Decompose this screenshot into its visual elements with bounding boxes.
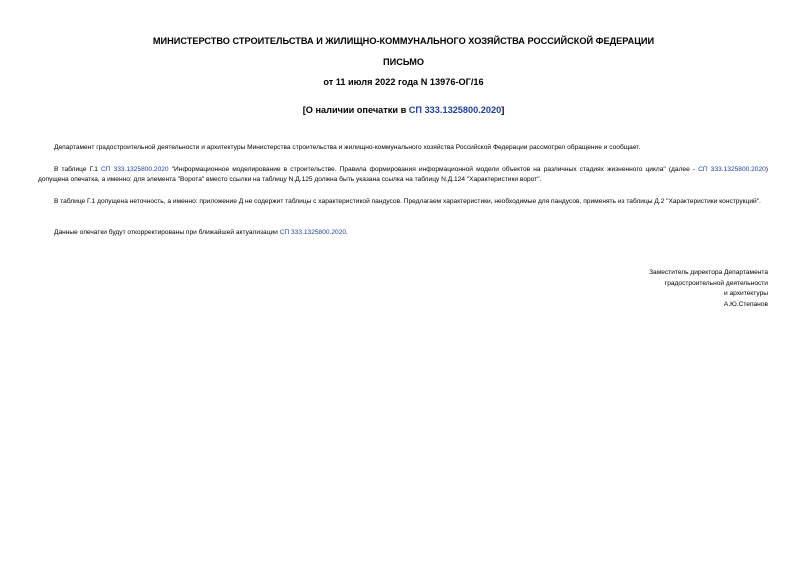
paragraph-4-text-a: Данные опечатки будут откорректированы при ближайшей актуализации	[54, 229, 280, 236]
signature-name: А.Ю.Степанов	[723, 300, 768, 308]
subject-suffix: ]	[501, 105, 505, 115]
signature-department-2: и архитектуры	[723, 290, 768, 298]
paragraph-4	[38, 228, 768, 238]
document-type: ПИСЬМО	[382, 57, 425, 67]
sp-link-2[interactable]: СП 333.1325800.2020	[698, 166, 766, 173]
signature-position: Заместитель директора Департамента	[649, 269, 768, 276]
paragraph-2-text-c: ) допущена опечатка, а именно: для элемента "Ворота" вместо ссылки на таблицу N.Д.125 должна быть указана ссылка на таблицу N.Д.124 "Характеристики ворот".	[38, 166, 768, 184]
document-date-number: от 11 июля 2022 года N 13976-ОГ/16	[323, 77, 484, 87]
paragraph-2-text-b: "Информационное моделирование в строительстве. Правила формирования информационной модели объектов на различных стадиях жизненного цикла" (далее -	[168, 166, 699, 173]
paragraph-4-text-b: .	[346, 229, 348, 236]
paragraph-1: Департамент градостроительной деятельности и архитектуры Министерства строительства и жилищно-коммунального хозяйства Российской Федерации рассмотрел обращение и сообщает.	[54, 144, 641, 151]
sp-link-3[interactable]: СП 333.1325800.2020	[279, 229, 347, 236]
signature-department: градостроительной деятельности	[664, 279, 768, 287]
paragraph-2-text-a: В таблице Г.1	[54, 166, 101, 173]
paragraph-3: В таблице Г.1 допущена неточность, а именно: приложение Д не содержит таблицы с характеристикой пандусов. Предлагаем характеристики, необходимые для пандусов, применять из таблицы Д.2 "Характеристики конструкций".	[54, 198, 761, 205]
document-subject	[0, 104, 807, 116]
ministry-heading: МИНИСТЕРСТВО СТРОИТЕЛЬСТВА И ЖИЛИЩНО-КОММУНАЛЬНОГО ХОЗЯЙСТВА РОССИЙСКОЙ ФЕДЕРАЦИИ	[152, 36, 655, 46]
subject-prefix: [О наличии опечатки в	[302, 105, 409, 115]
paragraph-2	[38, 165, 768, 186]
subject-sp-link[interactable]: СП 333.1325800.2020	[408, 105, 502, 115]
sp-link-1[interactable]: СП 333.1325800.2020	[100, 166, 169, 173]
signature-block	[649, 268, 768, 310]
